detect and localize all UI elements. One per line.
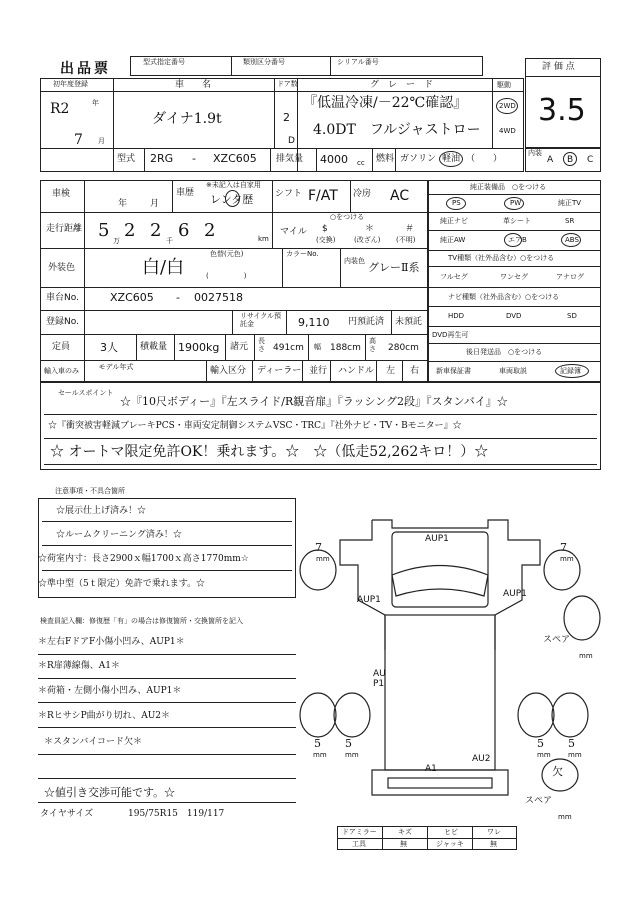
history-label: 車歴 bbox=[176, 188, 195, 198]
mileage-opt2b: (改ざん) bbox=[354, 236, 381, 244]
tv-analog: アナログ bbox=[556, 273, 584, 281]
tools-v3: ジャッキ bbox=[436, 840, 464, 848]
reg-era: R2 bbox=[50, 101, 70, 117]
grade-line2: 4.0DT フルジャストロー bbox=[313, 122, 481, 138]
mileage-label: 走行距離 bbox=[46, 224, 83, 234]
handle-right: 右 bbox=[410, 366, 420, 376]
equip-leather: 革シート bbox=[503, 217, 531, 225]
score-value: 3.5 bbox=[538, 93, 586, 128]
chassis-model: XZC605 bbox=[110, 291, 154, 304]
recycle-unit: 円預託済 bbox=[348, 317, 385, 327]
equip-ps: PS bbox=[452, 199, 461, 207]
history-note: ※未記入は自家用 bbox=[206, 181, 261, 189]
recycle-value: 9,110 bbox=[298, 316, 330, 329]
width-label: 幅 bbox=[314, 343, 321, 351]
drive-2wd: 2WD bbox=[499, 102, 516, 110]
model-sep: - bbox=[192, 152, 196, 165]
color-change-label: 色替(元色) bbox=[210, 250, 244, 258]
shift-value: F/AT bbox=[308, 188, 338, 204]
mileage-opt1b: (交換) bbox=[316, 236, 336, 244]
tread-rr1-mm: mm bbox=[537, 751, 551, 759]
later-records: 記録簿 bbox=[560, 367, 581, 375]
fuel-gasoline: ガソリン bbox=[400, 154, 437, 164]
capacity-label: 定員 bbox=[52, 342, 71, 352]
dims-label: 諸元 bbox=[230, 342, 249, 352]
later-title: 後日発送品 ○をつける bbox=[466, 348, 543, 356]
interior-a: A bbox=[547, 155, 554, 165]
sheet-title: 出品票 bbox=[60, 61, 111, 77]
import-type-label: 輸入車のみ bbox=[44, 367, 79, 375]
mileage-sen: 千 bbox=[166, 237, 173, 245]
tv-oneseg: ワンセグ bbox=[500, 273, 528, 281]
displacement-label: 排気量 bbox=[276, 154, 304, 164]
mileage-km: km bbox=[258, 235, 269, 243]
mileage-opt2: ＊ bbox=[365, 224, 375, 234]
notes-title: 注意事項・不具合箇所 bbox=[55, 487, 125, 495]
fuel-label: 燃料 bbox=[376, 154, 395, 164]
import-dealer: ディーラー bbox=[257, 366, 302, 376]
equip-navi: 純正ナビ bbox=[440, 217, 468, 225]
later-manual: 車両取説 bbox=[499, 367, 527, 375]
equipment-title: 純正装備品 ○をつける bbox=[470, 183, 547, 191]
length-value: 491cm bbox=[273, 343, 304, 353]
grade-label: グ レ ー ド bbox=[370, 80, 434, 90]
note-line-1: ☆展示仕上げ済み！☆ bbox=[56, 506, 147, 516]
ac-value: AC bbox=[390, 188, 410, 204]
height-value: 280cm bbox=[388, 343, 419, 353]
chassis-label: 車台No. bbox=[46, 293, 79, 303]
tools-v1: 工具 bbox=[352, 840, 366, 848]
car-name: ダイナ1.9t bbox=[152, 111, 222, 127]
meter-label: マイル bbox=[280, 227, 307, 237]
tv-fullseg: フルセグ bbox=[440, 273, 468, 281]
inspector-line-4: ＊RヒサシP曲がり切れ、AU2＊ bbox=[38, 711, 171, 721]
inspector-line-2: ＊R扉薄線傷、A1＊ bbox=[38, 661, 121, 671]
model-label: 型式 bbox=[117, 154, 136, 164]
chassis-number: 0027518 bbox=[194, 291, 243, 304]
equip-pw: PW bbox=[510, 199, 522, 207]
tread-rl1-mm: mm bbox=[313, 751, 327, 759]
ac-label: 冷房 bbox=[353, 189, 372, 199]
recycle-status: 未預託 bbox=[395, 317, 423, 327]
color-value: 白/白 bbox=[142, 257, 185, 278]
door-type: D bbox=[288, 136, 295, 146]
sales-point-label: セールスポイント bbox=[58, 389, 114, 397]
tools-v2: 無 bbox=[400, 840, 407, 848]
tools-h4: ワレ bbox=[487, 828, 501, 836]
tread-rl1: 5 bbox=[314, 737, 321, 750]
sales-line-1: ☆『10尺ボディー』『左スライド/R観音扉』『ラッシング2段』『スタンバイ』☆ bbox=[120, 395, 508, 408]
model-prefix: 2RG bbox=[150, 152, 174, 165]
tread-fr-mm: mm bbox=[560, 555, 574, 563]
tread-rr2: 5 bbox=[568, 737, 575, 750]
shaken-label: 車検 bbox=[52, 189, 71, 199]
sales-line-3: ☆ オートマ限定免許OK！乗れます。☆ ☆（低走52,262キロ！）☆ bbox=[50, 444, 489, 460]
import-parallel: 並行 bbox=[309, 366, 328, 376]
import-label: 輸入区分 bbox=[210, 366, 247, 376]
model-code: XZC605 bbox=[213, 152, 257, 165]
interior-c: C bbox=[587, 155, 594, 165]
length-label: 長さ bbox=[258, 337, 265, 353]
displacement: 4000 bbox=[320, 153, 348, 166]
car-name-label: 車 名 bbox=[175, 80, 212, 90]
shift-label: シフト bbox=[275, 189, 303, 199]
note-line-2: ☆ルームクリーニング済み！☆ bbox=[56, 530, 182, 540]
navi-hdd: HDD bbox=[448, 312, 465, 320]
mileage-circle-note: ○をつける bbox=[330, 213, 365, 221]
month-unit: 月 bbox=[98, 137, 105, 145]
equip-airbag: エアB bbox=[508, 236, 527, 244]
mileage-digit-5: 2 bbox=[204, 220, 216, 241]
interior-color: グレーⅡ系 bbox=[368, 261, 420, 274]
diagram-au-p1: AU P1 bbox=[373, 669, 386, 689]
inspector-title: 検査員記入欄：修復歴「有」の場合は修復箇所・交換箇所を記入 bbox=[40, 617, 243, 625]
color-label: 外装色 bbox=[48, 263, 76, 273]
load-label: 積載量 bbox=[140, 342, 168, 352]
color-change-paren: ( ) bbox=[206, 272, 247, 280]
mileage-opt1: $ bbox=[322, 224, 328, 234]
capacity: 3人 bbox=[100, 341, 118, 354]
doors-value: 2 bbox=[283, 111, 290, 124]
height-label: 高さ bbox=[369, 337, 376, 353]
mileage-digit-2: 2 bbox=[124, 220, 136, 241]
drive-label: 駆動 bbox=[497, 81, 511, 89]
mileage-man: 万 bbox=[113, 237, 120, 245]
first-reg-label: 初年度登録 bbox=[53, 80, 88, 88]
tread-fr: 7 bbox=[560, 541, 567, 554]
score-label: 評 価 点 bbox=[542, 62, 575, 72]
mileage-opt3b: (不明) bbox=[396, 236, 416, 244]
equip-sr: SR bbox=[565, 217, 575, 225]
sales-line-2: ☆『衝突被害軽減ブレーキPCS・車両安定制御システムVSC・TRC』『社外ナビ・TV・Bモニター』☆ bbox=[48, 421, 462, 431]
interior-color-label: 内装色 bbox=[344, 257, 365, 265]
tread-fl-mm: mm bbox=[316, 555, 330, 563]
spare-label-1: スペア bbox=[543, 635, 571, 645]
spare-missing: 欠 bbox=[552, 765, 563, 778]
recycle-label: リサイクル預託金 bbox=[240, 312, 282, 329]
tread-fl: 7 bbox=[315, 541, 322, 554]
mileage-digit-4: 6 bbox=[178, 220, 190, 241]
dvd-playback: DVD再生可 bbox=[432, 331, 469, 339]
category-label: 類別区分番号 bbox=[243, 58, 285, 66]
tread-rl2-mm: mm bbox=[345, 751, 359, 759]
chassis-sep: - bbox=[176, 291, 180, 304]
spare-mm-1: mm bbox=[579, 652, 593, 660]
shaken-month: 月 bbox=[150, 199, 160, 209]
width-value: 188cm bbox=[330, 343, 361, 353]
drive-4wd: 4WD bbox=[499, 127, 516, 135]
fuel-diesel: 軽油 bbox=[442, 154, 461, 164]
serial-label: シリアル番号 bbox=[337, 58, 379, 66]
inspector-line-3: ＊荷箱・左側小傷小凹み、AUP1＊ bbox=[38, 686, 182, 696]
spare-mm-2: mm bbox=[558, 813, 572, 821]
grade-line1: 『低温冷凍/－22℃確認』 bbox=[303, 95, 468, 111]
tire-label: タイヤサイズ bbox=[40, 809, 94, 819]
navi-sd: SD bbox=[567, 312, 577, 320]
history-value: レンタ歴 bbox=[210, 193, 254, 206]
equip-abs: ABS bbox=[565, 236, 579, 244]
price-line: ☆値引き交渉可能です。☆ bbox=[44, 786, 176, 799]
doors-label: ドア数 bbox=[277, 80, 298, 88]
spare-label-2: スペア bbox=[525, 796, 553, 806]
load-value: 1900kg bbox=[178, 341, 220, 354]
tools-h1: ドアミラー bbox=[342, 828, 377, 836]
inspector-line-5: ＊スタンバイコード欠＊ bbox=[44, 737, 143, 747]
year-unit: 年 bbox=[92, 99, 99, 107]
model-year-label: モデル年式 bbox=[98, 363, 134, 371]
tools-h3: ヒビ bbox=[444, 828, 458, 836]
equip-tv: 純正TV bbox=[558, 199, 582, 207]
fuel-other: （ ） bbox=[466, 154, 503, 164]
model-code-label: 型式指定番号 bbox=[143, 58, 185, 66]
tv-title: TV種類（社外品含む）○をつける bbox=[448, 254, 555, 262]
navi-dvd: DVD bbox=[506, 312, 522, 320]
diagram-au2: AU2 bbox=[472, 754, 491, 764]
navi-title: ナビ種類（社外品含む）○をつける bbox=[448, 293, 560, 301]
diagram-a1: A1 bbox=[425, 764, 437, 774]
handle-label: ハンドル bbox=[338, 366, 375, 376]
later-warranty: 新車保証書 bbox=[436, 367, 471, 375]
tread-rr2-mm: mm bbox=[568, 751, 582, 759]
interior-b: B bbox=[567, 155, 574, 165]
mileage-digit-3: 2 bbox=[150, 220, 162, 241]
cc-unit: cc bbox=[357, 159, 365, 167]
diagram-aup1-top: AUP1 bbox=[425, 534, 449, 544]
diagram-aup1-right: AUP1 bbox=[503, 589, 527, 599]
inspector-line-1: ＊左右FドアF小傷小凹み、AUP1＊ bbox=[38, 637, 185, 647]
mileage-digit-1: 5 bbox=[98, 220, 110, 241]
note-line-3: ☆荷室内寸：長さ2900ｘ幅1700ｘ高さ1770mm☆ bbox=[38, 554, 249, 564]
color-no-label: カラーNo. bbox=[286, 250, 319, 258]
tools-v4: 無 bbox=[490, 840, 497, 848]
reg-month: 7 bbox=[74, 132, 83, 148]
interior-label: 内装 bbox=[528, 149, 542, 157]
tire-size: 195/75R15 119/117 bbox=[128, 809, 225, 819]
mileage-opt3: ＃ bbox=[405, 224, 415, 234]
tread-rr1: 5 bbox=[537, 737, 544, 750]
note-line-4: ☆準中型（5ｔ限定）免許で乗れます。☆ bbox=[38, 579, 206, 589]
handle-left: 左 bbox=[386, 366, 396, 376]
shaken-year: 年 bbox=[118, 199, 128, 209]
regno-label: 登録No. bbox=[46, 317, 79, 327]
equip-aw: 純正AW bbox=[440, 236, 466, 244]
diagram-aup1-left: AUP1 bbox=[357, 595, 381, 605]
tools-h2: キズ bbox=[398, 828, 412, 836]
tread-rl2: 5 bbox=[345, 737, 352, 750]
